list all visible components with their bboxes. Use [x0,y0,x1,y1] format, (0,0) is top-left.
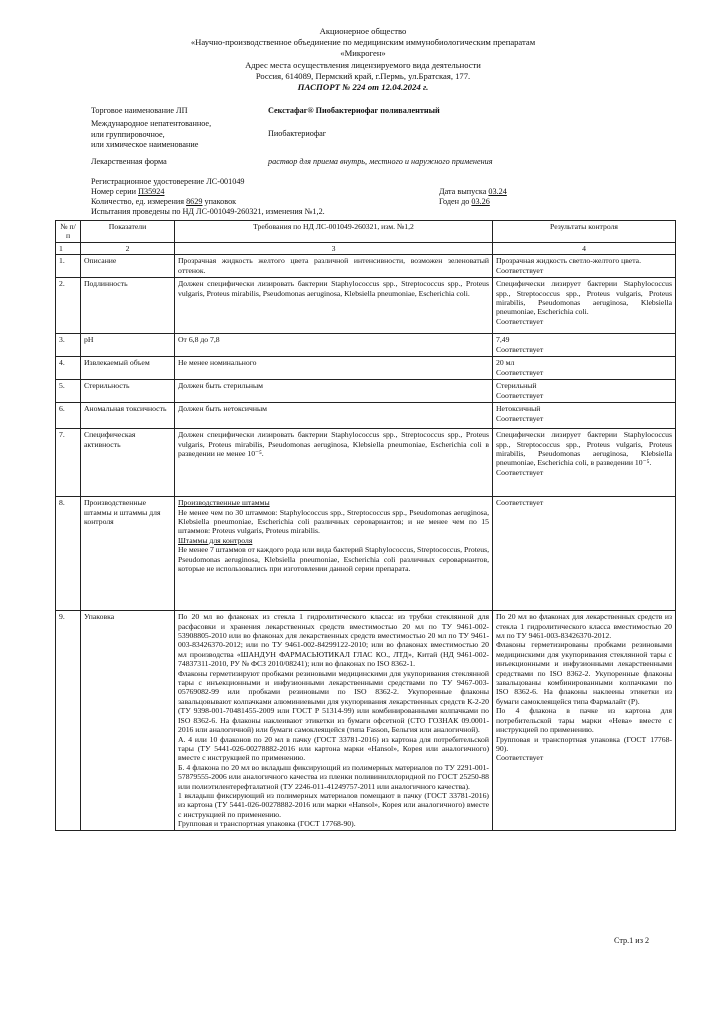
table-row [56,380,676,403]
row-requirement: Должен специфически лизировать бактерии Staphylococcus spp., Streptococcus spp., Proteus vulgaris, Proteus mirabilis, Pseudomonas aeruginosa, Klebsiella pneumoniae, Escherichia coli в разведении не менее 10⁻⁵. [175,429,493,497]
quantity-line: Количество, ед. измерения 8629 упаковок [91,197,237,206]
col-num: 3 [175,242,493,254]
row-result: Специфически лизирует бактерии Staphylococcus spp., Streptococcus spp., Proteus vulgaris, Proteus mirabilis, Pseudomonas aeruginosa, Klebsiella pneumoniae, Escherichia coli. Соответствует [493,278,676,334]
table-row [56,611,676,830]
release-date-value: 03.24 [488,187,507,196]
table-row [56,255,676,278]
release-date-line: Дата выпуска 03.24 [439,187,507,196]
row-result: Стерильный Соответствует [493,380,676,403]
col-header-requirements: Требования по НД ЛС-001049-260321, изм. №1,2 [175,221,493,243]
row-requirement: От 6,8 до 7,8 [175,334,493,357]
table-row [56,334,676,357]
row-result: Нетоксичный Соответствует [493,403,676,429]
table-row [56,357,676,380]
row-number: 8. [56,497,81,611]
document-header [0,26,726,93]
company-short-name: «Микроген» [340,48,386,59]
form-value: раствор для приема внутрь, местного и наружного применения [268,157,493,166]
address: Россия, 614089, Пермский край, г.Пермь, ул.Братская, 177. [255,70,471,81]
row-result: Специфически лизирует бактерии Staphylococcus spp., Streptococcus spp., Proteus vulgaris, Proteus mirabilis, Pseudomonas aeruginosa, Klebsiella pneumoniae, Escherichia coli, в разведении 10⁻⁵. Соответствует [493,429,676,497]
row-requirement: Должен специфически лизировать бактерии Staphylococcus spp., Streptococcus spp., Proteus vulgaris, Proteus mirabilis, Pseudomonas aeruginosa, Klebsiella pneumoniae, Escherichia coli. [175,278,493,334]
row-number: 2. [56,278,81,334]
table-row [56,403,676,429]
col-header-number: № п/п [56,221,81,243]
row-number: 3. [56,334,81,357]
row-result: По 20 мл во флаконах для лекарственных средств из стекла 1 гидролитического класса вместимостью 20 мл по ТУ 9461-003-83426370-2012. Флаконы герметизированы пробками резиновыми медицинскими для укупоривания стеклянной тары с инъекционными и инфузионными лекарственными средствами по ISO 8362-2. Укупоренные флаконы завальцованы комбинированными колпачками по ISO 8362-6. На флаконы наклеены этикетки из бумаги самоклеящейся типа Фармалайт (Р). По 4 флакона в пачке из картона для потребительской тары марки «Нева» вместе с инструкцией по применению. Групповая и транспортная упаковка (ГОСТ 17768-90). Соответствует [493,611,676,830]
quantity-value: 8629 [186,197,203,206]
row-result: 7,49 Соответствует [493,334,676,357]
col-num: 2 [81,242,175,254]
production-strains-heading: Производственные штаммы [178,498,270,508]
row-parameter: Упаковка [81,611,175,830]
row-requirement: Производственные штаммы Не менее чем по 30 штаммов: Staphylococcus spp., Streptococcus spp., Pseudomonas aeruginosa, Klebsiella pneumoniae, Escherichia coli различных серовариантов; и не менее чем по 15 штаммов: Proteus vulgaris, Proteus mirabilis. Штаммы для контроля Не менее 7 штаммов от каждого рода или вида бактерий Staphylococcus, Streptococcus, Proteus, Pseudomonas aeruginosa, Klebsiella pneumoniae, Escherichia coli различных серовариантов, которые не использовались при изготовлении данной серии препарата. [175,497,493,611]
row-parameter: Подлинность [81,278,175,334]
row-parameter: Специфическая активность [81,429,175,497]
table-colnum-row [56,242,676,254]
trade-name-label: Торговое наименование ЛП [91,106,188,115]
inn-label: Международное непатентованное, или группировочное, или химическое наименование [91,119,212,149]
control-strains-heading: Штаммы для контроля [178,535,253,545]
page-number: Стр.1 из 2 [614,936,650,945]
tests-line: Испытания проведены по НД ЛС-001049-260321, изменения №1,2. [91,207,325,216]
table-header-row [56,221,676,243]
table-row [56,497,676,611]
valid-until-line: Годен до 03.26 [439,197,490,206]
row-requirement: Должен быть стерильным [175,380,493,403]
form-label: Лекарственная форма [91,157,167,166]
col-num: 1 [56,242,81,254]
passport-title: ПАСПОРТ № 224 от 12.04.2024 г. [297,82,429,93]
row-parameter: Стерильность [81,380,175,403]
col-header-parameter: Показатели [81,221,175,243]
row-requirement: По 20 мл во флаконах из стекла 1 гидролитического класса: из трубки стеклянной для расфасовки и хранения лекарственных средств вместимостью 20 мл по ТУ 9461-002-53908805-2010 или во флаконах для лекарственных средств вместимостью 20 мл по ТУ 9461-003-83426370-2012; или по ТУ 9461-002-84299122-2010; или во флаконах вместимостью 20 мл производства «ШАНДУН ФАРМАСЬЮТИКАЛ ГЛАС КО., ЛТД», Китай (НД 9461-002-74837311-2010, РУ № ФСЗ 2010/08241); или во флаконах по ISO 8362-1. Флаконы герметизируют пробками резиновыми медицинскими для укупоривания стеклянной тары с инъекционными и инфузионными лекарственными средствами по ТУ 9467-003-05769082-99 или пробками резиновыми по ISO 8362-2. Укупоренные флаконы завальцовывают колпачками алюминиевыми для укупоривания лекарственных средств К-2-20 (ТУ 9398-001-70481455-2009 или ГОСТ Р 51314-99) или комбинированными колпачками по ISO 8362-6. На флаконы наклеивают этикетки из бумаги офсетной (СТО ГОЗНАК 09.0001-2016 или аналогичной) или бумаги самоклеящейся (типа Fasson, Бельгия или аналогичной). А. 4 или 10 флаконов по 20 мл в пачку (ГОСТ 33781-2016) из картона для потребительской тары (ТУ 5441-026-00278882-2016 или картона марки «Hansol», Корея или аналогичного) вместе с инструкцией по применению. Б. 4 флакона по 20 мл во вкладыш фиксирующий из полимерных материалов по ТУ 2291-001-57879555-2006 или аналогичного качества из пленки поливинилхлоридной по ГОСТ 25250-88 или полиэтилентерефталатной (ТУ 2246-011-41249757-2011 или аналогичного качества). 1 вкладыш фиксирующий из полимерных материалов помещают в пачку (ГОСТ 33781-2016) из картона (ТУ 5441-026-00278882-2016 или марки «Hansol», Корея или аналогичного) вместе с инструкцией по применению. Групповая и транспортная упаковка (ГОСТ 17768-90). [175,611,493,830]
row-parameter: Аномальная токсичность [81,403,175,429]
row-parameter: Извлекаемый объем [81,357,175,380]
valid-until-value: 03.26 [471,197,490,206]
registration-certificate: Регистрационное удостоверение ЛС-001049 [91,177,245,186]
series-value: П35924 [138,187,165,196]
row-number: 4. [56,357,81,380]
col-header-results: Результаты контроля [493,221,676,243]
inn-value: Пиобактериофаг [268,129,327,138]
table-row [56,429,676,497]
row-number: 6. [56,403,81,429]
company-name: «Научно-производственное объединение по медицинским иммунобиологическим препаратам [190,37,536,48]
row-requirement: Прозрачная жидкость желтого цвета различной интенсивности, возможен зеленоватый оттенок. [175,255,493,278]
address-label: Адрес места осуществления лицензируемого вида деятельности [245,59,481,70]
trade-name-value: Секстафаг® Пиобактериофаг поливалентный [268,106,440,115]
row-parameter: Описание [81,255,175,278]
series-line: Номер серии П35924 [91,187,165,196]
row-parameter: Производственные штаммы и штаммы для контроля [81,497,175,611]
row-number: 5. [56,380,81,403]
row-result: 20 мл Соответствует [493,357,676,380]
row-result: Соответствует [493,497,676,611]
table-row [56,278,676,334]
row-result: Прозрачная жидкость светло-желтого цвета. Соответствует [493,255,676,278]
row-number: 9. [56,611,81,830]
row-requirement: Не менее номинального [175,357,493,380]
quality-control-table [55,220,676,831]
col-num: 4 [493,242,676,254]
row-number: 7. [56,429,81,497]
row-requirement: Должен быть нетоксичным [175,403,493,429]
company-type: Акционерное общество [319,26,407,36]
row-number: 1. [56,255,81,278]
row-parameter: pH [81,334,175,357]
